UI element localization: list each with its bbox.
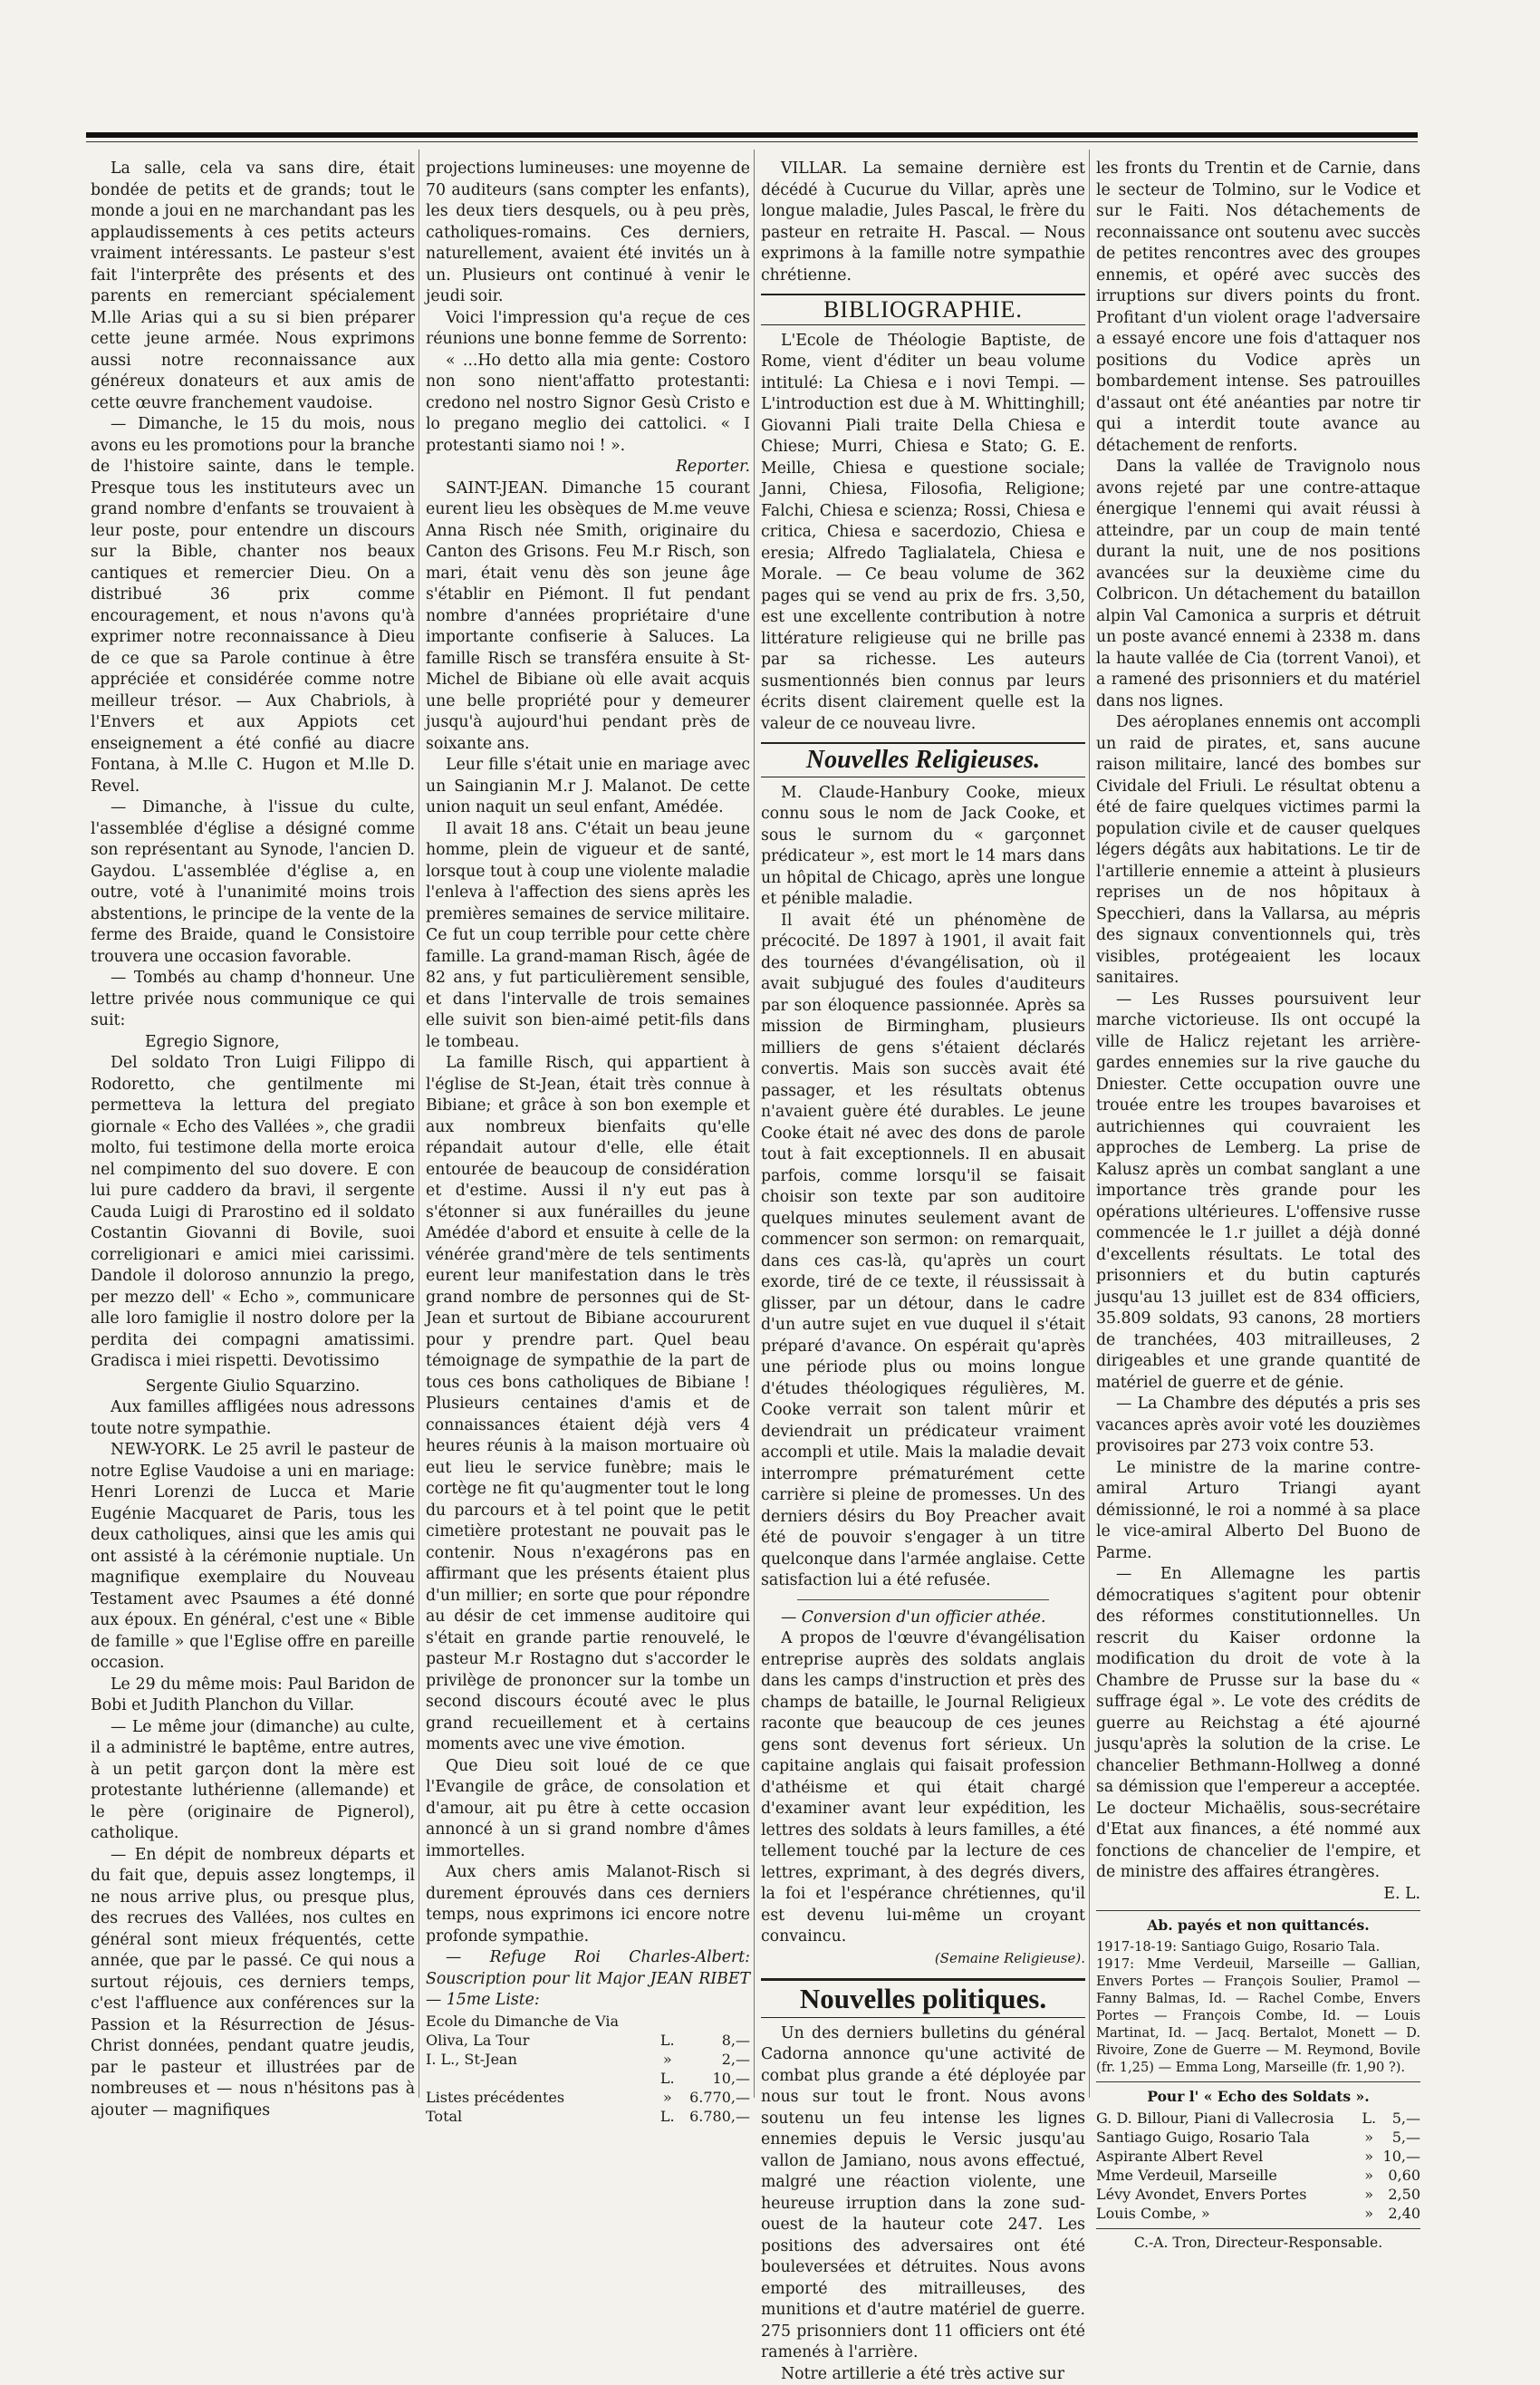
- list-label: Louis Combe, »: [1096, 2204, 1359, 2223]
- list-cur: »: [1359, 2204, 1379, 2223]
- section-heading-nouvelles-politiques: Nouvelles politiques.: [761, 1978, 1085, 2018]
- paragraph: VILLAR. La semaine dernière est décédé à Cucurue du Villar, après une longue maladie, Jules Pascal, le frère du pasteur en retraite H. Pascal. — Nous exprimons à la famille notre sympathie chrétienne.: [761, 159, 1085, 286]
- list-row: [426, 2012, 750, 2031]
- echo-soldats-list: [1096, 2109, 1420, 2223]
- paragraph: L'Ecole de Théologie Baptiste, de Rome, vient d'éditer un beau volume intitulé: La Chiesa e i novi Tempi. — L'introduction est due à M. Whittinghill; Giovanni Piali traite Della Chiesa e Chiese; Murri, Chiesa e Stato; G. E. Meille, Chiesa e questione sociale; Janni, Chiesa, Filosofia, Religione; Falchi, Chiesa e scienza; Rossi, Chiesa e critica, Chiesa e sacerdozio, Chiesa e eresia; Alfredo Taglialatela, Chiesa e Morale. — Ce beau volume de 362 pages qui se vend au prix de frs. 3,50, est une excellente contribution à notre littérature religieuse qui ne brille pas par sa richesse. Les auteurs susmentionnés bien connus par leurs écrits disent clairement quelle est la valeur de ce nouveau livre.: [761, 331, 1085, 736]
- paragraph: Le ministre de la marine contre-amiral Arturo Triangi ayant démissionné, le roi a nommé à sa place le vice-amiral Alberto Del Buono de Parme.: [1096, 1458, 1420, 1565]
- list-row: [1096, 2185, 1420, 2204]
- paragraph: A propos de l'œuvre d'évangélisation entreprise auprès des soldats anglais dans les camps d'instruction et près des champs de bataille, le Journal Religieux raconte que beaucoup de ces jeunes gens sont devenus fort sérieux. Un capitaine anglais qui faisait profession d'athéisme et qui était chargé d'examiner avant leur expédition, les lettres des soldats à leurs familles, a été tellement touché par la lecture de ces lettres, exprimant, à des degrés divers, la foi et l'espérance chrétiennes, qu'il est devenu lui-même un croyant convaincu.: [761, 1628, 1085, 1948]
- paragraph: — Le même jour (dimanche) au culte, il a administré le baptême, entre autres, à un petit garçon dont la mère est protestante luthérienne (allemande) et le père (originaire de Pignerol), catholique.: [91, 1717, 415, 1845]
- list-cur: L.: [658, 2069, 678, 2088]
- list-row: [1096, 2204, 1420, 2223]
- paragraph: Aux chers amis Malanot-Risch si durement éprouvés dans ces derniers temps, nous exprimons ici encore notre profonde sympathie.: [426, 1862, 750, 1947]
- paragraph: Il avait été un phénomène de précocité. De 1897 à 1901, il avait fait des tournées d'évangélisation, où il avait subjugué des foules d'auditeurs par son éloquence passionnée. Après sa mission de Birmingham, plusieurs milliers de gens s'étaient déclarés convertis. Mais son succès avait été passager, et les résultats obtenus n'avaient guère été durables. Le jeune Cooke était né avec des dons de parole tout à fait exceptionnels. Il en abusait parfois, comme lorsqu'il se faisait choisir son texte par son auditoire quelques minutes seulement avant de commencer son sermon: on remarquait, dans ces cas-là, qu'après un court exorde, tiré de ce texte, il réussissait à glisser, par un détour, dans le cadre d'un autre sujet en vue duquel il s'était préparé d'avance. On espérait qu'après une période plus ou moins longue d'études théologiques régulières, M. Cooke verrait son talent mûrir et deviendrait un prédicateur vraiment accompli et utile. Mais la maladie devait interrompre prématurément cette carrière si pleine de promesses. Un des derniers désirs du Boy Preacher avait été de pouvoir s'engager à un titre quelconque dans l'armée anglaise. Cette satisfaction lui a été refusée.: [761, 911, 1085, 1592]
- paragraph: Aux familles affligées nous adressons toute notre sympathie.: [91, 1397, 415, 1440]
- list-label: Aspirante Albert Revel: [1096, 2147, 1359, 2166]
- list-cur: »: [1359, 2185, 1379, 2204]
- list-amt: 2,40: [1379, 2204, 1420, 2223]
- paragraph: les fronts du Trentin et de Carnie, dans le secteur de Tolmino, sur le Vodice et sur le Faiti. Nos détachements de reconnaissance ont soutenu avec succès de petites rencontres avec des groupes ennemis, et opéré avec succès des irruptions sur divers points du front. Profitant d'un violent orage l'adversaire a essayé encore une fois d'attaquer nos positions du Vodice après un bombardement intense. Ses patrouilles d'assaut ont été anéanties par notre tir qui a interdit toute avance au détachement de renforts.: [1096, 159, 1420, 457]
- source-credit: (Semaine Religieuse).: [761, 1948, 1085, 1970]
- list-amt: 2,—: [678, 2050, 750, 2069]
- subscription-list: [426, 2012, 750, 2126]
- list-amt: 6.780,—: [678, 2107, 750, 2126]
- subheading: — Conversion d'un officier athée.: [761, 1608, 1085, 1629]
- list-amt: 10,—: [678, 2069, 750, 2088]
- list-amt: 5,—: [1379, 2128, 1420, 2147]
- paragraph: Il avait 18 ans. C'était un beau jeune homme, plein de vigueur et de santé, lorsque tout à coup une violente maladie l'enleva à l'affection des siens après les premières semaines de service militaire. Ce fut un coup terrible pour cette chère famille. La grand-maman Risch, âgée de 82 ans, y fut particulièrement sensible, et dans l'intervalle de trois semaines elle suivit son bien-aimé petit-fils dans le tombeau.: [426, 819, 750, 1054]
- paragraph: Le 29 du même mois: Paul Baridon de Bobi et Judith Planchon du Villar.: [91, 1675, 415, 1717]
- list-cur: »: [658, 2050, 678, 2069]
- list-label: Mme Verdeuil, Marseille: [1096, 2166, 1359, 2185]
- column-divider: [1089, 150, 1090, 2098]
- paragraph: La salle, cela va sans dire, était bondée de petits et de grands; tout le monde a joui en ne marchandant pas les applaudissements à ces petits acteurs vraiment intéressants. Le pasteur s'est fait l'interprête des présents et des parents en remerciant spécialement M.lle Arias qui a su si bien préparer cette jeune armée. Nous exprimons aussi notre reconnaissance aux généreux donateurs et aux amis de cette œuvre franchement vaudoise.: [91, 159, 415, 414]
- paragraph: — En Allemagne les partis démocratiques s'agitent pour obtenir des réformes constitutionnelles. Un rescrit du Kaiser ordonne la modification du droit de vote à la Chambre de Prusse sur la base du « suffrage égal ». Le vote des crédits de guerre au Reichstag a été ajourné jusqu'après la solution de la crise. Le chancelier Bethmann-Hollweg a donné sa démission que l'empereur a acceptée. Le docteur Michaëlis, sous-secrétaire d'Etat aux finances, a été nommé aux fonctions de chancelier de l'empire, et de ministre des affaires étrangères.: [1096, 1564, 1420, 1884]
- list-row: [426, 2050, 750, 2069]
- column-3: [761, 159, 1085, 2107]
- list-cur: L.: [1359, 2109, 1379, 2128]
- list-amt: 5,—: [1379, 2109, 1420, 2128]
- paragraph: — Dimanche, le 15 du mois, nous avons eu les promotions pour la branche de l'histoire sainte, dans le temple. Presque tous les instituteurs avec un grand nombre d'enfants se trouvaient à leur poste, pour entendre un discours sur la Bible, chanter nos beaux cantiques et remercier Dieu. On a distribué 36 prix comme encouragement, et nous n'avons qu'à exprimer notre reconnaissance à Dieu de ce que sa Parole continue à être appréciée et considérée comme notre meilleur trésor. — Aux Chabriols, à l'Envers et aux Appiots cet enseignement a été confié au diacre Fontana, à M.lle C. Hugon et M.lle D. Revel.: [91, 414, 415, 797]
- list-label: G. D. Billour, Piani di Vallecrosia: [1096, 2109, 1359, 2128]
- list-row: [426, 2088, 750, 2107]
- list-label: Total: [426, 2107, 658, 2126]
- paragraph: projections lumineuses: une moyenne de 70 auditeurs (sans compter les enfants), les deux tiers desquels, ou à peu près, catholiques-romains. Ces derniers, naturellement, avaient été invités un à un. Plusieurs ont continué à venir le jeudi soir.: [426, 159, 750, 308]
- list-cur: L.: [658, 2031, 678, 2050]
- paragraph: NEW-YORK. Le 25 avril le pasteur de notre Eglise Vaudoise a uni en mariage: Henri Lorenzi de Lucca et Marie Eugénie Macquaret de Paris, tous les deux catholiques, ainsi que les amis qui ont assisté à la cérémonie nuptiale. Un magnifique exemplaire du Nouveau Testament avec Psaumes a été donné aux époux. En général, c'est une « Bible de famille » que l'Eglise offre en pareille occasion.: [91, 1440, 415, 1675]
- subscription-heading: — Refuge Roi Charles-Albert: Souscription pour lit Major JEAN RIBET — 15me Liste:: [426, 1947, 750, 2012]
- subscriptions-line: 1917-18-19: Santiago Guigo, Rosario Tala.: [1096, 1938, 1420, 1955]
- paragraph: Dans la vallée de Travignolo nous avons rejeté par une contre-attaque énergique l'ennemi qui avait réussi à atteindre, par un coup de main tenté durant la nuit, une de nos positions avancées sur la deuxième cime du Colbricon. Un détachement du bataillon alpin Val Camonica a surpris et détruit un poste avancé ennemi à 2338 m. dans la haute vallée de Cia (torrent Vanoi), et a ramené des prisonniers et du matériel dans nos lignes.: [1096, 457, 1420, 712]
- list-row: [1096, 2166, 1420, 2185]
- column-1: [91, 159, 415, 2107]
- list-amt: [678, 2012, 750, 2031]
- paragraph: — La Chambre des députés a pris ses vacances après avoir voté les douzièmes provisoires par 273 voix contre 53.: [1096, 1394, 1420, 1458]
- list-cur: »: [658, 2088, 678, 2107]
- echo-soldats-heading: Pour l' « Echo des Soldats ».: [1096, 2081, 1420, 2108]
- paragraph: Un des derniers bulletins du général Cadorna annonce qu'une activité de combat plus grande a été déployée par nous sur tout le front. Nous avons soutenu un feu intense les lignes ennemies depuis le Versic jusqu'au vallon de Jamiano, nous avons effectué, malgré une réaction violente, une heureuse irruption dans la zone sud-ouest de la hauteur cote 247. Les positions des adversaires ont été bouleversées et détruites. Nous avons emporté des mitrailleuses, des munitions et d'autre matériel de guerre. 275 prisonniers dont 11 officiers ont été ramenés à l'arrière.: [761, 2023, 1085, 2364]
- subscriptions-heading: Ab. payés et non quittancés.: [1096, 1910, 1420, 1936]
- letter-body: Del soldato Tron Luigi Filippo di Rodoretto, che gentilmente mi permetteva la lettura del pregiato giornale « Echo des Vallées », che gradii molto, fui testimone della morte eroica nel compimento del suo dovere. E con lui pure caddero da bravi, il sergente Cauda Luigi di Prarostino ed il soldato Costantin Giovanni di Bovile, suoi correligionari e amici miei carissimi. Dandole il doloroso annunzio la prego, per mezzo dell' « Echo », communicare alle loro famiglie il nostro dolore per la perdita dei compagni amatissimi. Gradisca i miei rispetti. Devotissimo: [91, 1053, 415, 1373]
- list-amt: 0,60: [1379, 2166, 1420, 2185]
- top-rule-thin: [86, 141, 1418, 142]
- paragraph: Que Dieu soit loué de ce que l'Evangile de grâce, de consolation et d'amour, ait pu être à cette occasion annoncé à un si grand nombre d'âmes immortelles.: [426, 1756, 750, 1863]
- list-row: [426, 2107, 750, 2126]
- paragraph: Des aéroplanes ennemis ont accompli un raid de pirates, et, sans aucune raison militaire, lancé des bombes sur Cividale del Friuli. Le résultat obtenu a été de faire quelques victimes parmi la population civile et de causer quelques légers dégâts aux habitations. Le tir de l'artillerie ennemie a atteint à plusieurs reprises un de nos hôpitaux à Specchieri, dans la Vallarsa, au mépris des signaux conventionnels qui, très visibles, protégeaient les locaux sanitaires.: [1096, 712, 1420, 990]
- list-label: I. L., St-Jean: [426, 2050, 658, 2069]
- paragraph: Voici l'impression qu'a reçue de ces réunions une bonne femme de Sorrento:: [426, 308, 750, 351]
- list-label: Lévy Avondet, Envers Portes: [1096, 2185, 1359, 2204]
- director-line: C.-A. Tron, Directeur-Responsable.: [1096, 2228, 1420, 2255]
- list-amt: 2,50: [1379, 2185, 1420, 2204]
- divider: [797, 1599, 1049, 1600]
- list-label: Listes précédentes: [426, 2088, 658, 2107]
- paragraph: SAINT-JEAN. Dimanche 15 courant eurent lieu les obsèques de M.me veuve Anna Risch née Smith, originaire du Canton des Grisons. Feu M.r Risch, son mari, était venu dès son jeune âge s'établir en Piémont. Il fut pendant nombre d'années propriétaire d'une importante confiserie à Saluces. La famille Risch se transféra ensuite à St-Michel de Bibiane où elle avait acquis une belle propriété pour y demeurer jusqu'à aujourd'hui pendant près de soixante ans.: [426, 478, 750, 756]
- paragraph: Leur fille s'était unie en mariage avec un Saingianin M.r J. Malanot. De cette union naquit un seul enfant, Amédée.: [426, 755, 750, 819]
- column-4: [1096, 159, 1420, 2107]
- quote: « ...Ho detto alla mia gente: Costoro non sono nient'affatto protestanti: credono nel nostro Signor Gesù Cristo e lo pregano meglio dei cattolici. « I protestanti siamo noi ! ».: [426, 351, 750, 458]
- letter-salutation: Egregio Signore,: [91, 1032, 415, 1054]
- paragraph: — Dimanche, à l'issue du culte, l'assemblée d'église a désigné comme son représentant au Synode, l'ancien D. Gaydou. L'assemblée d'église a, en outre, voté à l'unanimité moins trois abstentions, le principe de la vente de la ferme des Braide, quand le Consistoire trouvera une occasion favorable.: [91, 797, 415, 968]
- top-rule: [86, 132, 1418, 138]
- list-label: Santiago Guigo, Rosario Tala: [1096, 2128, 1359, 2147]
- paragraph: — En dépit de nombreux départs et du fait que, depuis assez longtemps, il ne nous arrive plus, ou presque plus, des recrues des Vallées, nos cultes en général sont mieux fréquentés, cette année, que par le passé. Ce qui nous a surtout réjouis, ces derniers temps, c'est l'affluence aux conférences sur la Passion et la Résurrection de Jésus-Christ données, pendant quatre jeudis, par le pasteur et illustrées par de nombreuses et — nous n'hésitons pas à ajouter — magnifiques: [91, 1845, 415, 2122]
- letter-signature: Sergente Giulio Squarzino.: [91, 1376, 415, 1398]
- list-amt: 8,—: [678, 2031, 750, 2050]
- section-heading-bibliographie: BIBLIOGRAPHIE.: [761, 294, 1085, 325]
- list-row: [426, 2031, 750, 2050]
- list-cur: [658, 2012, 678, 2031]
- paragraph: — Les Russes poursuivent leur marche victorieuse. Ils ont occupé la ville de Halicz rejetant les arrière-gardes ennemies sur la rive gauche du Dniester. Cette occupation ouvre une trouée entre les troupes bavaroises et autrichiennes qui couvraient les approches de Lemberg. La prise de Kalusz après un combat sanglant a une importance très grande pour les opérations ultérieures. L'offensive russe commencée le 1.r juillet a déjà donné d'excellents résultats. Le total des prisonniers et du butin capturés jusqu'au 13 juillet est de 834 officiers, 35.809 soldats, 93 canons, 28 mortiers de tranchées, 403 mitrailleuses, 2 dirigeables et une grande quantité de matériel de guerre et de génie.: [1096, 990, 1420, 1395]
- column-2: [426, 159, 750, 2107]
- list-label: Ecole du Dimanche de Via: [426, 2012, 658, 2031]
- list-amt: 6.770,—: [678, 2088, 750, 2107]
- list-label: Oliva, La Tour: [426, 2031, 658, 2050]
- section-heading-nouvelles-religieuses: Nouvelles Religieuses.: [761, 742, 1085, 777]
- list-row: [1096, 2109, 1420, 2128]
- paragraph: M. Claude-Hanbury Cooke, mieux connu sous le nom de Jack Cooke, et sous le surnom du « garçonnet prédicateur », est mort le 14 mars dans un hôpital de Chicago, après une longue et pénible maladie.: [761, 783, 1085, 911]
- byline: E. L.: [1096, 1884, 1420, 1906]
- subscriptions-line: 1917: Mme Verdeuil, Marseille — Gallian, Envers Portes — François Soulier, Pramol — Fanny Balmas, Id. — Rachel Combe, Envers Portes — François Combe, Id. — Louis Martinat, Id. — Jacq. Bertalot, Monett — D. Rivoire, Zone de Guerre — M. Reymond, Bovile (fr. 1,25) — Emma Long, Marseille (fr. 1,90 ?).: [1096, 1955, 1420, 2076]
- list-row: [1096, 2147, 1420, 2166]
- list-amt: 10,—: [1379, 2147, 1420, 2166]
- paragraph: La famille Risch, qui appartient à l'église de St-Jean, était très connue à Bibiane; et grâce à son bon exemple et aux nombreux bienfaits qu'elle répandait autour d'elle, elle était entourée de beaucoup de considération et d'estime. Aussi il n'y eut pas à s'étonner si aux funérailles du jeune Amédée d'abord et ensuite à celle de la vénérée grand'mère de tels sentiments eurent leur manifestation dans le très grand nombre de personnes qui de St-Jean et surtout de Bibiane accoururent pour y prendre part. Quel beau témoignage de sympathie de la part de tous ces bons catholiques de Bibiane ! Plusieurs centaines d'amis et de connaissances étaient déjà vers 4 heures réunis à la maison mortuaire où eut lieu le service funèbre; mais le cortège ne fit qu'augmenter tout le long du parcours et à tel point que le petit cimetière protestant ne pouvait pas le contenir. Nous n'exagérons pas en affirmant que les présents étaient plus d'un millier; en sorte que pour répondre au désir de cet immense auditoire qui s'était en grande partie renouvelé, le pasteur M.r Rostagno dut s'accorder le privilège de prononcer sur la tombe un second discours écouté avec le plus grand recueillement et à certains moments avec une vive émotion.: [426, 1053, 750, 1756]
- list-row: [426, 2069, 750, 2088]
- paragraph: — Tombés au champ d'honneur. Une lettre privée nous communique ce qui suit:: [91, 968, 415, 1032]
- list-cur: »: [1359, 2147, 1379, 2166]
- list-cur: L.: [658, 2107, 678, 2126]
- list-row: [1096, 2128, 1420, 2147]
- list-cur: »: [1359, 2166, 1379, 2185]
- list-label: [426, 2069, 658, 2088]
- byline: Reporter.: [426, 457, 750, 478]
- column-divider: [754, 150, 755, 2098]
- list-cur: »: [1359, 2128, 1379, 2147]
- paragraph: Notre artillerie a été très active sur: [761, 2364, 1085, 2385]
